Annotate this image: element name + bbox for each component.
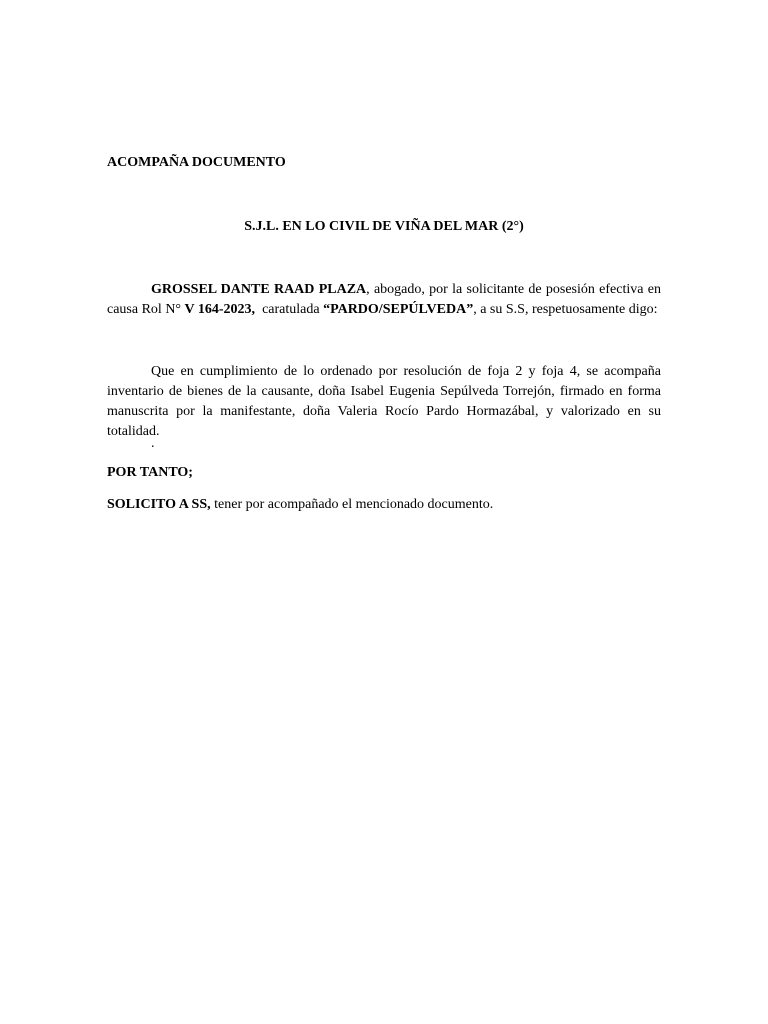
appearance-paragraph [107,280,661,320]
body-paragraph: Que en cumplimiento de lo ordenado por resolución de foja 2 y foja 4, se acompaña inventario de bienes de la causante, doña Isabel Eugenia Sepúlveda Torrejón, firmado en forma manuscrita por la manifestante, doña Valeria Rocío Pardo Hormazábal, y valorizado en su totalidad. [107,364,661,439]
appearance-text-1: , abogado, por la solicitante de posesión efectiva en causa Rol N° [107,282,661,317]
request-paragraph [107,495,661,515]
therefore-heading: POR TANTO; [107,465,193,480]
request-heading: SOLICITO A SS, [107,497,211,512]
appearance-text-3: , a su S.S, respetuosamente digo: [473,302,658,317]
court-heading: S.J.L. EN LO CIVIL DE VIÑA DEL MAR (2°) [244,219,524,234]
case-number: V 164-2023, [184,302,256,317]
lawyer-name: GROSSEL DANTE RAAD PLAZA [151,282,367,297]
appearance-text-2: caratulada [255,302,324,317]
case-caption: “PARDO/SEPÚLVEDA” [323,302,474,317]
document-summary-heading: ACOMPAÑA DOCUMENTO [107,155,286,170]
stray-period: . [151,436,155,451]
request-text: tener por acompañado el mencionado documento. [210,497,494,512]
